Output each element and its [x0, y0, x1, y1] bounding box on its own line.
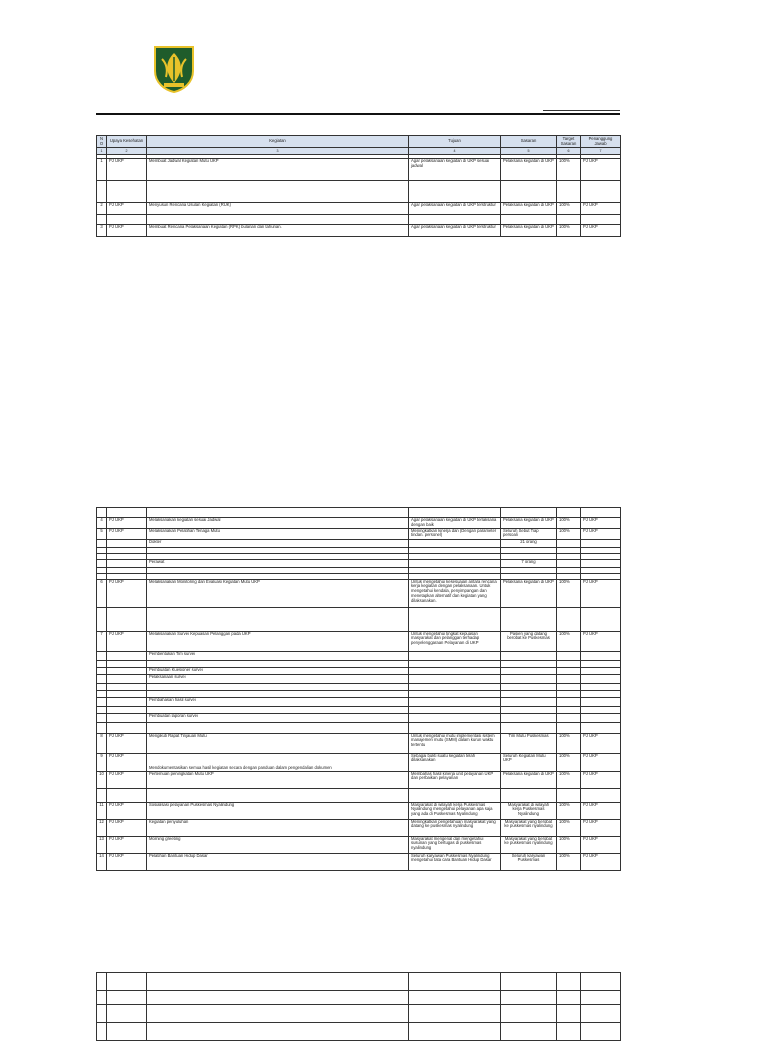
row-sasaran: Pelaksana kegiatan di UKP: [501, 203, 557, 215]
row-sasaran: 21 orang: [501, 539, 557, 547]
row-tujuan: Agar pelaksanaan kegiatan di UKP sesuai jadwal: [409, 159, 501, 181]
row-upaya: PJ UKP: [107, 225, 147, 237]
table-row: [97, 631, 621, 651]
row-target: 100%: [557, 631, 581, 651]
table-row: [97, 836, 621, 853]
table-row: [97, 674, 621, 683]
row-sasaran: Seluruh karyawan Puskesmas: [501, 853, 557, 870]
row-target: 100%: [557, 836, 581, 853]
row-sasaran: Pelaksana kegiatan di UKP: [501, 159, 557, 181]
row-kegiatan: Kegiatan penyuluhan: [147, 819, 409, 836]
row-pj: PJ UKP: [581, 771, 621, 788]
row-upaya: PJ UKP: [107, 819, 147, 836]
row-no: 4: [97, 518, 107, 529]
row-upaya: PJ UKP: [107, 771, 147, 788]
table-row: [97, 771, 621, 788]
row-no: 10: [97, 771, 107, 788]
row-pj: PJ UKP: [581, 802, 621, 819]
col-header-sasaran: Sasaran: [501, 136, 557, 148]
row-upaya: PJ UKP: [107, 836, 147, 853]
row-no: 7: [97, 631, 107, 651]
header-rule: [96, 113, 620, 115]
row-target: 100%: [557, 203, 581, 215]
row-upaya: PJ UKP: [107, 802, 147, 819]
table-row: [97, 753, 621, 771]
row-tujuan: Untuk mengetahui mutu implementasi sistem manajemen mutu (SMM) dalam kurun waktu tertentu: [409, 733, 501, 753]
row-upaya: PJ UKP: [107, 733, 147, 753]
table-row: [97, 819, 621, 836]
row-no: 5: [97, 528, 107, 539]
row-no: 2: [97, 203, 107, 215]
header-rule-short: [543, 110, 620, 111]
row-pj: PJ UKP: [581, 159, 621, 181]
row-kegiatan: Pembahasan hasil survei: [147, 697, 409, 706]
row-no: 12: [97, 819, 107, 836]
row-kegiatan: Mengikuti Rapat Tinjauan Mutu: [147, 733, 409, 753]
table-row: [97, 713, 621, 722]
row-sasaran: 7 orang: [501, 559, 557, 567]
table-row: [97, 518, 621, 529]
row-pj: PJ UKP: [581, 753, 621, 771]
row-pj: PJ UKP: [581, 836, 621, 853]
row-target: 100%: [557, 733, 581, 753]
row-kegiatan: Menyusun Rencana Usulan Kegiatan (RUK): [147, 203, 409, 215]
row-target: 100%: [557, 159, 581, 181]
row-tujuan: Untuk mengetahui kesesuaian antara rencana kerja kegiatan dengan pelaksanaan. Untuk mengetahui kendala, penyimpangan dan menetapkan alternatif dan kegiatan yang dilaksanakan.: [409, 579, 501, 607]
row-no: 8: [97, 733, 107, 753]
activity-table-page3: [96, 972, 621, 1041]
row-target: 100%: [557, 802, 581, 819]
table-row: [97, 528, 621, 539]
row-no: 11: [97, 802, 107, 819]
table-row: [97, 651, 621, 660]
row-target: 100%: [557, 579, 581, 607]
col-header-upaya: Upaya Kesehatan: [107, 136, 147, 148]
table-row: [97, 559, 621, 567]
table-row: [97, 203, 621, 215]
row-no: 13: [97, 836, 107, 853]
row-kegiatan: Pelaksanaan survei: [147, 674, 409, 683]
row-kegiatan: Dokter: [147, 539, 409, 547]
col-number: 1: [97, 148, 107, 155]
row-sasaran: Masyarakat yang berobat ke puskesmas nyalindung: [501, 819, 557, 836]
row-sasaran: Pelaksana kegiatan di UKP: [501, 579, 557, 607]
col-header-kegiatan: Kegiatan: [147, 136, 409, 148]
col-number: 2: [107, 148, 147, 155]
row-kegiatan: Pelatihan Bantuan Hidup Dasar: [147, 853, 409, 870]
col-header-target: Target Sasaran: [557, 136, 581, 148]
row-kegiatan: Melaksanakan Survei Kepuasan Pelanggan pada UKP: [147, 631, 409, 651]
row-kegiatan: Membuat Rencana Pelaksanaan Kegiatan (RPK) bulanan dan tahunan.: [147, 225, 409, 237]
row-upaya: PJ UKP: [107, 579, 147, 607]
row-sasaran: Masyarakat di wilayah kerja Puskesmas Nyalindung: [501, 802, 557, 819]
row-kegiatan: Pembuatan Kuesioner survei: [147, 667, 409, 674]
row-target: 100%: [557, 225, 581, 237]
table-row: [97, 802, 621, 819]
row-target: 100%: [557, 853, 581, 870]
row-tujuan: Masyarakat di wilayah kerja Puskesmas Nyalindung mengetahui pelayanan apa saja yang ada di Puskesmas Nyalindung: [409, 802, 501, 819]
row-kegiatan: Melaksanakan kegiatan sesuai Jadwal: [147, 518, 409, 529]
row-no: 1: [97, 159, 107, 181]
row-pj: PJ UKP: [581, 733, 621, 753]
row-kegiatan: Melaksanakan Monitoring dan Evaluasi Kegiatan Mutu UKP: [147, 579, 409, 607]
col-number: 6: [557, 148, 581, 155]
col-number: 7: [581, 148, 621, 155]
row-tujuan: Meningkatkan kinerja dan (Dengan parameter tindan. personel): [409, 528, 501, 539]
row-sasaran: Tim Mutu Puskesmas: [501, 733, 557, 753]
row-upaya: PJ UKP: [107, 853, 147, 870]
row-upaya: PJ UKP: [107, 203, 147, 215]
row-tujuan: Meningkatkan pengetahuan masyarakat yang datang ke puskesmas nyalindung: [409, 819, 501, 836]
row-target: 100%: [557, 819, 581, 836]
row-kegiatan: Membuat Jadwal Kegiatan Mutu UKP: [147, 159, 409, 181]
row-sasaran: Masyarakat yang berobat ke puskesmas nyalindung: [501, 836, 557, 853]
row-pj: PJ UKP: [581, 853, 621, 870]
row-target: 100%: [557, 518, 581, 529]
col-number: 5: [501, 148, 557, 155]
activity-table-page1: [96, 135, 621, 237]
row-upaya: PJ UKP: [107, 631, 147, 651]
row-tujuan: Membahas hasil kinerja unit pelayanan UKP dan perbaikan pelayanan: [409, 771, 501, 788]
row-pj: PJ UKP: [581, 203, 621, 215]
row-target: 100%: [557, 753, 581, 771]
table-row: [97, 225, 621, 237]
row-tujuan: Masyarakat mengenal dan mengetahui susunan yang bertugas di puskesmas nyalindung: [409, 836, 501, 853]
row-tujuan: Agar pelaksanaan kegiatan di UKP terstruktur: [409, 225, 501, 237]
row-sasaran: Seluruh Sebut Tiap persoali: [501, 528, 557, 539]
row-pj: PJ UKP: [581, 528, 621, 539]
row-kegiatan: Morning greeting: [147, 836, 409, 853]
row-target: 100%: [557, 528, 581, 539]
row-upaya: PJ UKP: [107, 518, 147, 529]
row-kegiatan: Melaksanakan Pelatihan Tenaga Mutu: [147, 528, 409, 539]
regency-crest-icon: [152, 45, 196, 93]
col-header-tujuan: Tujuan: [409, 136, 501, 148]
row-kegiatan: Perawat: [147, 559, 409, 567]
row-kegiatan: Pembuatan laporan survei: [147, 713, 409, 722]
row-sasaran: Pasien yang datang berobat ke Puskesmas: [501, 631, 557, 651]
row-sasaran: Pelaksana kegiatan di UKP: [501, 771, 557, 788]
table-row: [97, 733, 621, 753]
row-sasaran: Pelaksana kegiatan di UKP: [501, 518, 557, 529]
row-kegiatan: Pembentukan Tim survei: [147, 651, 409, 660]
table-row: [97, 667, 621, 674]
row-no: 6: [97, 579, 107, 607]
table-row: [97, 539, 621, 547]
table-row: [97, 579, 621, 607]
row-tujuan: Seluruh karyawan Puskesmas Nyalindung mengetahui tata cara Bantuan Hidup Dasar: [409, 853, 501, 870]
row-tujuan: Agar pelaksanaan kegiatan di UKP terstruktur: [409, 203, 501, 215]
row-upaya: PJ UKP: [107, 753, 147, 771]
row-kegiatan: Mendokumentasikan semua hasil kegiatan secara dengan panduan dalam pengendalian dokumen: [147, 753, 409, 771]
col-header-pj: Penanggung Jawab: [581, 136, 621, 148]
row-target: 100%: [557, 771, 581, 788]
col-number: 3: [147, 148, 409, 155]
row-sasaran: Pelaksana kegiatan di UKP: [501, 225, 557, 237]
row-no: 14: [97, 853, 107, 870]
row-tujuan: Agar pelaksanaan kegiatan di UKP terlaksana dengan baik: [409, 518, 501, 529]
row-kegiatan: Sosialisasi pelayanan Puskesmas Nyalindung: [147, 802, 409, 819]
activity-table-page2: [96, 507, 621, 871]
col-number: 4: [409, 148, 501, 155]
row-pj: PJ UKP: [581, 579, 621, 607]
row-no: 3: [97, 225, 107, 237]
row-kegiatan: Pertemuan peningkatan Mutu UKP: [147, 771, 409, 788]
row-tujuan: Untuk mengetahui tingkat kepuasan masyarakat dan pelanggan terhadap penyelenggaraan Pelayanan di UKP: [409, 631, 501, 651]
row-pj: PJ UKP: [581, 631, 621, 651]
table-row: [97, 853, 621, 870]
row-pj: PJ UKP: [581, 225, 621, 237]
row-pj: PJ UKP: [581, 518, 621, 529]
table-row: [97, 697, 621, 706]
row-no: 9: [97, 753, 107, 771]
row-tujuan: Sebagai bukti suatu kegiatan telah dilaksanakan: [409, 753, 501, 771]
col-header-no: NO: [97, 136, 107, 148]
row-upaya: PJ UKP: [107, 159, 147, 181]
row-upaya: PJ UKP: [107, 528, 147, 539]
row-pj: PJ UKP: [581, 819, 621, 836]
table-row: [97, 159, 621, 181]
row-sasaran: Seluruh Kegiatan Mutu UKP: [501, 753, 557, 771]
